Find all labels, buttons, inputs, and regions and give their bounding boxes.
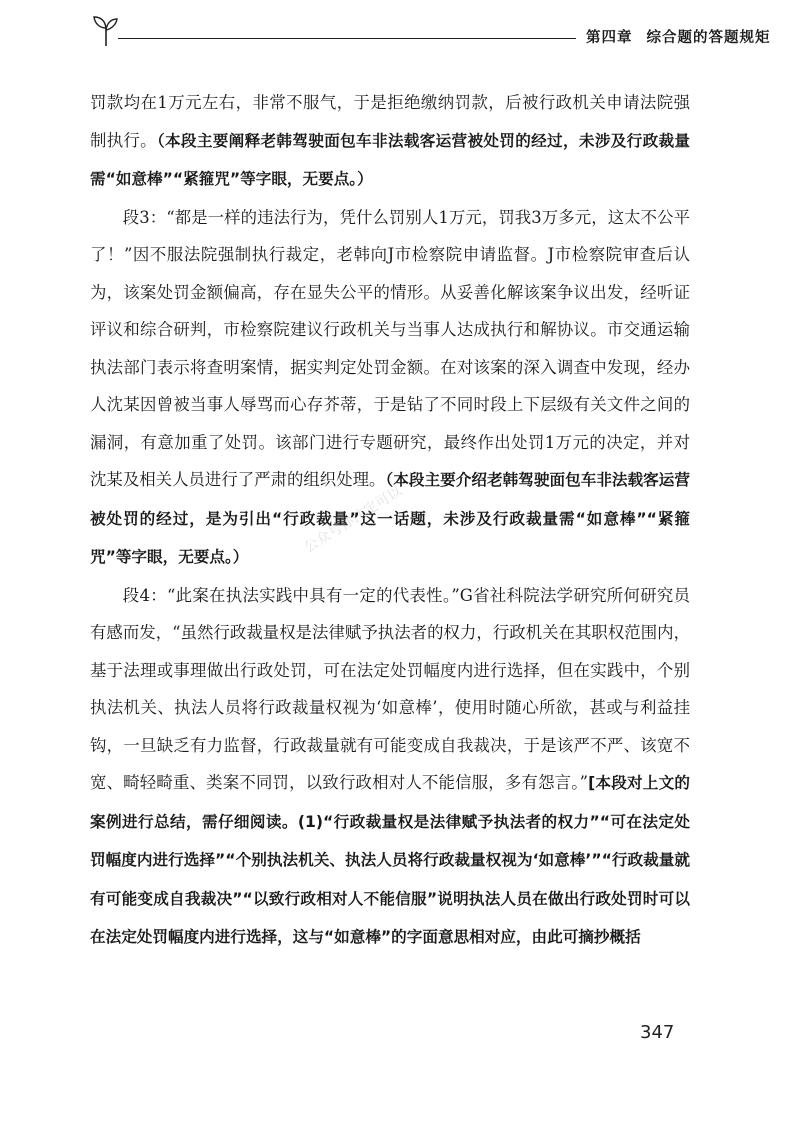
page-number: 347	[640, 1022, 675, 1043]
sprout-icon	[92, 14, 120, 48]
paragraph-text: 段4：“此案在执法实践中具有一定的代表性。”G省社科院法学研究所何研究员有感而发，“虽然行政裁量权是法律赋予执法者的权力，行政机关在其职权范围内，基于法理或事理做出行政处罚，可在法定处罚幅度内进行选择，但在实践中，个别执法机关、执法人员将行政裁量权视为‘如意棒’，使用时随心所欲，甚或与利益挂钩，一旦缺乏有力监督，行政裁量就有可能变成自我裁决，于是该严不严、该宽不宽、畸轻畸重、类案不同罚，以致行政相对人不能信服，多有怨言。”	[90, 585, 690, 792]
running-header	[92, 14, 771, 50]
watermark: 公众号你注定可以	[301, 483, 406, 557]
paragraph-annotation: （本段主要阐释老韩驾驶面包车非法载客运营被处罚的经过，未涉及行政裁量需“如意棒”“紧箍咒”等字眼，无要点。）	[90, 131, 691, 188]
paragraph-section-4	[90, 577, 690, 957]
paragraph-annotation: [本段对上文的案例进行总结，需仔细阅读。(1)“行政裁量权是法律赋予执法者的权力”“可在法定处罚幅度内进行选择”“个别执法机关、执法人员将行政裁量权视为‘如意棒’”“行政裁量就有可能变成自我裁决”“以致行政相对人不能信服”说明执法人员在做出行政处罚时可以在法定处罚幅度内进行选择，这与“如意棒”的字面意思相对应，由此可摘抄概括	[90, 774, 690, 946]
chapter-number: 第四章	[586, 30, 633, 46]
body-text	[90, 84, 690, 957]
paragraph-annotation: （本段主要介绍老韩驾驶面包车非法载客运营被处罚的经过，是为引出“行政裁量”这一话题，未涉及行政裁量需“如意棒”“紧箍咒”等字眼，无要点。）	[90, 471, 691, 566]
header-rule	[118, 38, 576, 39]
paragraph-text: 段3：“都是一样的违法行为，凭什么罚别人1万元，罚我3万多元，这太不公平了！”因不服法院强制执行裁定，老韩向J市检察院申请监督。J市检察院审查后认为，该案处罚金额偏高，存在显失公平的情形。从妥善化解该案争议出发，经听证评议和综合研判，市检察院建议行政机关与当事人达成执行和解协议。市交通运输执法部门表示将查明案情，据实判定处罚金额。在对该案的深入调查中发现，经办人沈某因曾被当事人辱骂而心存芥蒂，于是钻了不同时段上下层级有关文件之间的漏洞，有意加重了处罚。该部门进行专题研究，最终作出处罚1万元的决定，并对沈某及相关人员进行了严肃的组织处理。	[90, 207, 690, 489]
paragraph-section-3	[90, 199, 690, 577]
paragraph-text: 罚款均在1万元左右，非常不服气，于是拒绝缴纳罚款，后被行政机关申请法院强制执行。	[90, 93, 690, 150]
paragraph-continued	[90, 84, 690, 199]
running-head-text	[586, 26, 771, 47]
chapter-title: 综合题的答题规矩	[646, 30, 771, 46]
